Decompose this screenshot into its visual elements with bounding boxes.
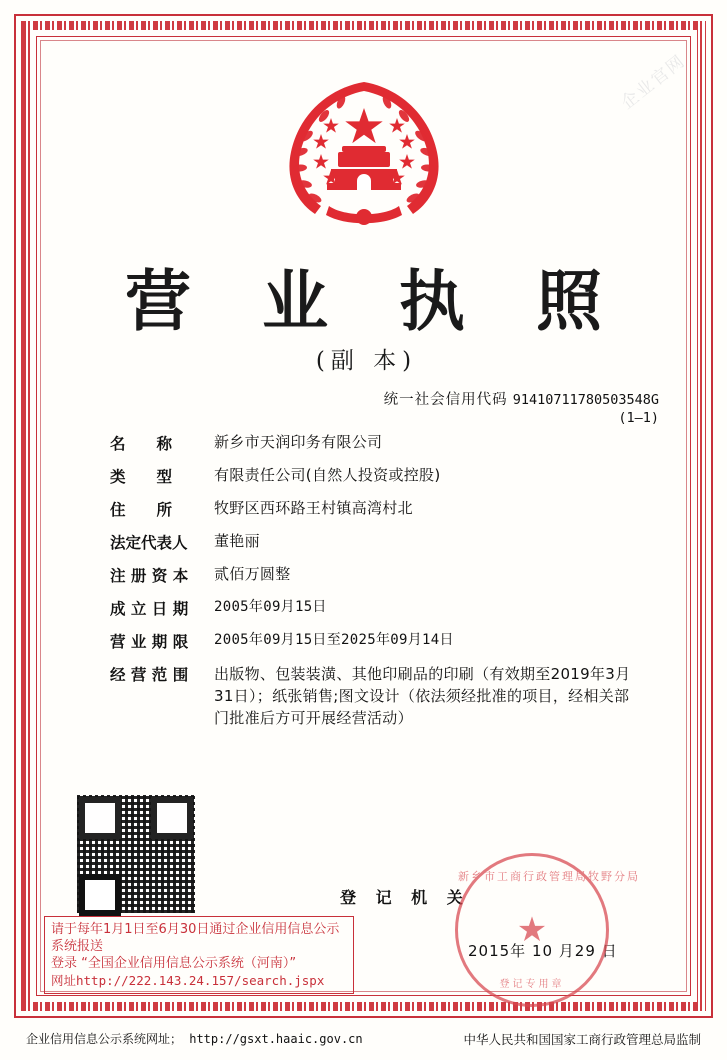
field-value-type: 有限责任公司(自然人投资或控股): [214, 466, 441, 484]
field-value-name: 新乡市天润印务有限公司: [214, 433, 383, 451]
annual-report-notice: [44, 916, 354, 994]
seal-top-text: 新乡市工商行政管理局牧野分局: [458, 870, 640, 883]
credit-code-label: 统一社会信用代码: [383, 392, 508, 408]
issue-date: 2015年 10 月29 日: [468, 942, 618, 960]
notice-line-1: 请于每年1月1日至6月30日通过企业信用信息公示系统报送: [51, 922, 340, 954]
seal-bottom-text: 登记专用章: [499, 979, 565, 990]
qr-code-finder-bottom-left: [79, 874, 121, 916]
credit-code-line: [384, 388, 659, 409]
field-row: [110, 465, 655, 487]
seal-star-icon: ★: [516, 910, 548, 950]
field-label-business-scope: 经 营 范 围: [110, 666, 189, 684]
footer-left-text: 企业信用信息公示系统网址； http://gsxt.haaic.gov.cn: [26, 1032, 363, 1046]
field-label-establish-date: 成 立 日 期: [110, 600, 189, 618]
watermark-text: 企业官网: [617, 51, 690, 114]
credit-code-value: 91410711780503548G: [512, 392, 659, 408]
field-value-business-scope: 出版物、包装装潢、其他印刷品的印刷（有效期至2019年3月31日）；纸张销售;图文设计（依法须经批准的项目，经相关部门批准后方可开展经营活动）: [214, 665, 631, 727]
field-row: [110, 531, 655, 553]
field-label-type: 类 型: [110, 468, 173, 486]
field-label-registered-capital: 注 册 资 本: [110, 567, 189, 585]
notice-line-2: 登录 “全国企业信用信息公示系统（河南）”: [51, 956, 297, 971]
national-emblem-icon: [269, 74, 459, 229]
field-label-address: 住 所: [110, 501, 173, 519]
registration-authority-label: 登 记 机 关: [340, 888, 470, 907]
document-footer: [26, 1030, 701, 1048]
field-row: [110, 498, 655, 520]
page-title: 营 业 执 照: [125, 262, 626, 340]
license-fields: [110, 432, 655, 740]
field-row: [110, 630, 655, 652]
field-value-legal-representative: 董艳丽: [214, 532, 260, 550]
field-label-legal-representative: 法定代表人: [110, 534, 188, 552]
field-value-address: 牧野区西环路王村镇高湾村北: [214, 499, 413, 517]
footer-right-text: 中华人民共和国国家工商行政管理总局监制: [463, 1032, 701, 1047]
field-row: [110, 432, 655, 454]
field-row: [110, 597, 655, 619]
field-label-business-term: 营 业 期 限: [110, 633, 189, 651]
notice-line-3-url: 网址http://222.143.24.157/search.jspx: [51, 973, 325, 988]
official-seal-stamp: [455, 853, 640, 1007]
field-value-registered-capital: 贰佰万圆整: [214, 565, 291, 583]
field-row: [110, 564, 655, 586]
page-number: (1—1): [618, 410, 659, 426]
field-row: [110, 663, 655, 729]
field-label-name: 名 称: [110, 435, 173, 453]
page-subtitle: (副 本): [315, 348, 418, 374]
field-value-business-term: 2005年09月15日至2025年09月14日: [214, 632, 454, 648]
national-emblem-container: [0, 74, 727, 229]
field-value-establish-date: 2005年09月15日: [214, 599, 327, 615]
